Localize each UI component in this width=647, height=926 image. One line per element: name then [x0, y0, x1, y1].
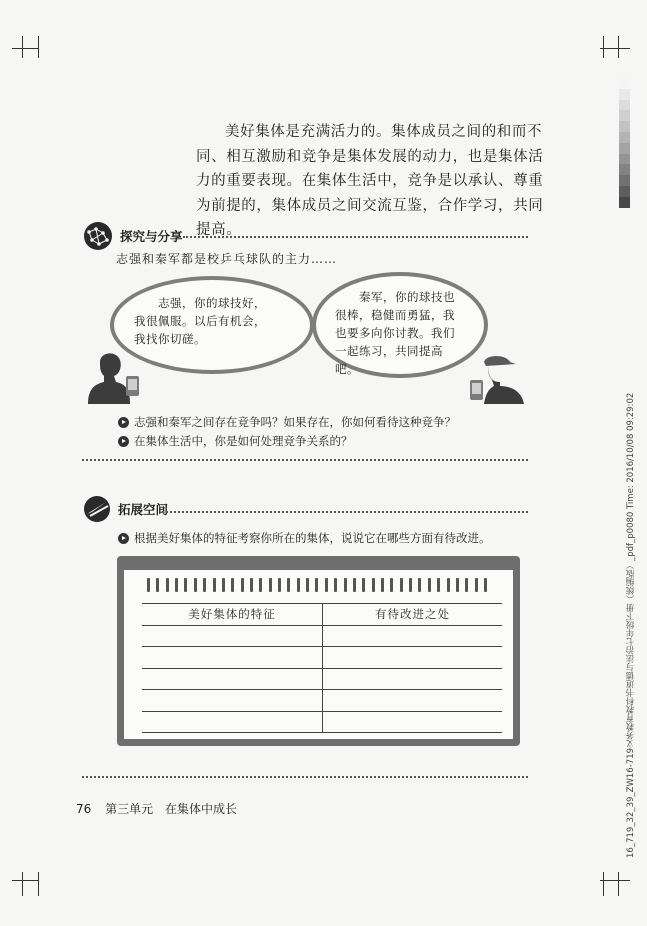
arrow-bullet-icon [118, 436, 129, 447]
table-row[interactable] [142, 690, 502, 712]
globe-network-icon [82, 220, 114, 252]
table-cell[interactable] [142, 647, 323, 669]
table-row[interactable] [142, 647, 502, 669]
person-left-illustration [86, 348, 148, 404]
discussion-question-2: 在集体生活中，你是如何处理竞争关系的？ [118, 433, 353, 449]
unit-label: 第三单元 [105, 802, 154, 816]
table-header-row [142, 604, 502, 626]
gray-calibration-strip [619, 78, 630, 208]
crop-mark [22, 872, 23, 896]
table-row[interactable] [142, 668, 502, 690]
compass-icon [82, 494, 112, 524]
crop-mark [600, 48, 630, 49]
notebook-rings [147, 578, 487, 592]
table-row[interactable] [142, 711, 502, 733]
crop-mark [603, 36, 604, 58]
discussion-question-1: 志强和秦军之间存在竞争吗？如果存在，你如何看待这种竞争？ [118, 414, 456, 430]
page-number: 76 [76, 802, 92, 816]
table-cell[interactable] [142, 668, 323, 690]
crop-mark [12, 880, 38, 881]
scenario-text: 志强和秦军都是校乒乓球队的主力…… [116, 252, 338, 266]
crop-mark [38, 872, 39, 896]
table-row[interactable] [142, 625, 502, 647]
intro-paragraph: 美好集体是充满活力的。集体成员之间的和而不同、相互激励和竞争是集体发展的动力，也是集体活力的重要表现。在集体生活中，竞争是以承认、尊重为前提的，集体成员之间交流互鉴，合作学习，共同提高。 [196, 124, 544, 238]
evaluation-table [142, 603, 502, 733]
table-cell[interactable] [323, 625, 503, 647]
crop-mark [12, 48, 38, 49]
explore-section-header [82, 220, 183, 252]
table-cell[interactable] [323, 647, 503, 669]
divider [162, 511, 528, 513]
speech-text-left: 志强，你的球技好，我很佩服。以后有机会，我找你切磋。 [134, 296, 266, 346]
table-cell[interactable] [323, 690, 503, 712]
table-header-improvements: 有待改进之处 [323, 604, 503, 626]
divider [82, 459, 528, 461]
chapter-label: 在集体中成长 [164, 802, 237, 816]
divider [183, 236, 528, 238]
extend-question: 根据美好集体的特征考察你所在的集体，说说它在哪些方面有待改进。 [118, 530, 491, 546]
table-cell[interactable] [142, 690, 323, 712]
arrow-bullet-icon [118, 417, 129, 428]
side-print-info: 16_719_32_39_ZW16-719义务教育教科书道德与法治七年级下册（统编版）_pdf_p0080 Time: 2016/10/08 09:29:02 [626, 392, 636, 858]
table-header-features: 美好集体的特征 [142, 604, 323, 626]
extend-section-header [82, 494, 168, 524]
explore-section-title: 探究与分享 [120, 229, 183, 244]
speech-text-right: 秦军，你的球技也很棒，稳健而勇猛，我也要多向你讨教。我们一起练习，共同提高吧。 [335, 290, 455, 376]
person-right-illustration [466, 352, 530, 404]
crop-mark [618, 872, 619, 896]
crop-mark [600, 880, 630, 881]
table-cell[interactable] [323, 711, 503, 733]
table-cell[interactable] [142, 711, 323, 733]
crop-mark [603, 872, 604, 896]
table-cell[interactable] [323, 668, 503, 690]
crop-mark [22, 36, 23, 58]
table-cell[interactable] [142, 625, 323, 647]
crop-mark [618, 36, 619, 58]
divider [82, 776, 528, 778]
arrow-bullet-icon [118, 533, 129, 544]
crop-mark [38, 36, 39, 58]
extend-section-title: 拓展空间 [118, 502, 169, 517]
page-footer [76, 800, 237, 817]
